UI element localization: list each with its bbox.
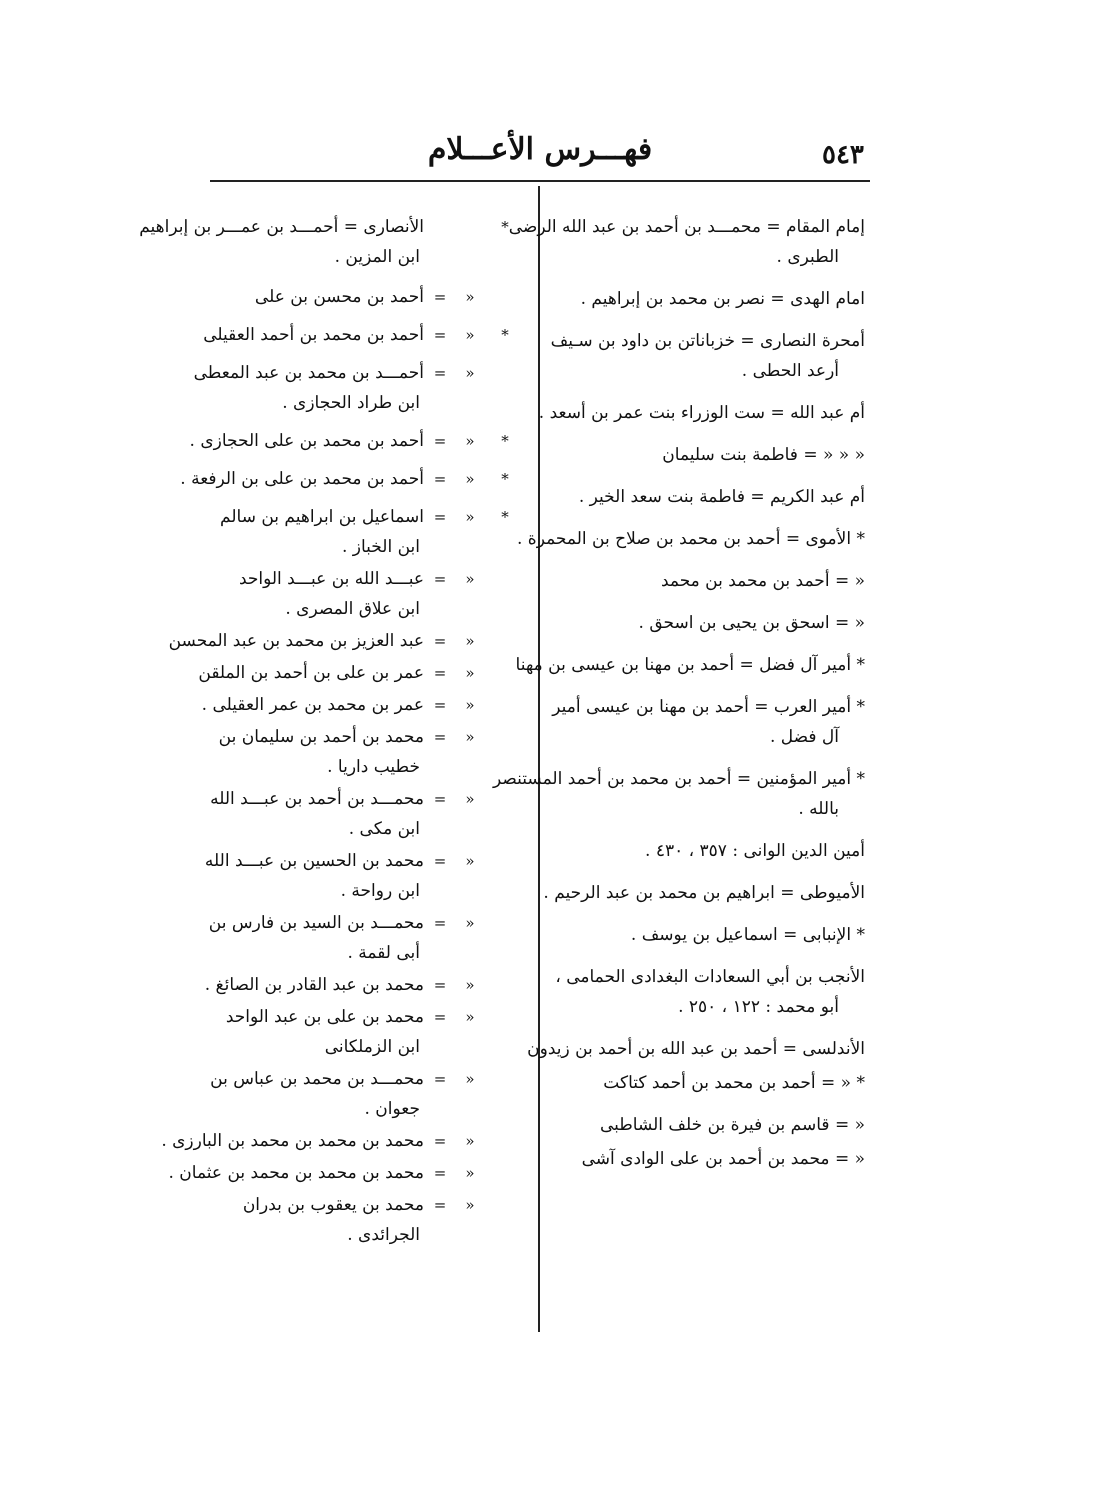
- star-mark: [490, 1190, 520, 1220]
- star-mark: *: [501, 218, 509, 236]
- entry-marks: [430, 784, 520, 814]
- entry-marks: [430, 464, 520, 494]
- ditto-mark: «: [465, 790, 475, 808]
- star-mark: [490, 1002, 520, 1032]
- ditto-mark: «: [465, 326, 475, 344]
- ditto-mark: «: [465, 914, 475, 932]
- entry-continuation: بالله .: [798, 799, 839, 819]
- index-entry: [210, 502, 520, 562]
- entry-marks: [430, 846, 520, 876]
- index-entry: [210, 784, 520, 844]
- left-column: [139, 212, 520, 1250]
- equals-mark: =: [433, 432, 447, 450]
- entry-line: الأنجب بن أبي السعادات البغدادى الحمامى ،: [555, 967, 865, 987]
- index-entry: [515, 650, 865, 680]
- entry-marks: [430, 1190, 520, 1220]
- entry-marks: [430, 908, 520, 938]
- ditto-mark: «: [465, 288, 475, 306]
- ditto-mark: «: [465, 508, 475, 526]
- entry-line: * الإنبابى = اسماعيل بن يوسف .: [630, 925, 865, 945]
- entry-line: محمـــد بن أحمد بن عبـــد الله: [210, 789, 424, 809]
- entry-line: « « « = فاطمة بنت سليمان: [662, 445, 865, 465]
- entry-marks: [430, 722, 520, 752]
- ditto-mark: «: [465, 696, 475, 714]
- column-divider: [538, 186, 540, 1332]
- entry-line: أحمد بن محمد بن أحمد العقيلى: [203, 325, 424, 345]
- entry-line: محمد بن الحسين بن عبـــد الله: [204, 851, 424, 871]
- index-entry: [555, 440, 865, 470]
- entry-line: محمد بن على بن عبد الواحد: [225, 1007, 424, 1027]
- equals-mark: =: [433, 570, 447, 588]
- index-entry: [516, 524, 865, 554]
- index-entry: [508, 212, 865, 272]
- entry-continuation: ابن المزين .: [334, 247, 420, 267]
- star-mark: [490, 282, 520, 312]
- equals-mark: =: [433, 470, 447, 488]
- star-mark: [490, 784, 520, 814]
- index-entry: [193, 358, 520, 418]
- entry-line: أمين الدين الوانى : ٣٥٧ ، ٤٣٠ .: [645, 841, 865, 861]
- ditto-mark: «: [465, 852, 475, 870]
- entry-line: محمد بن يعقوب بن بدران: [242, 1195, 424, 1215]
- index-entry: [210, 282, 520, 312]
- star-mark: [490, 846, 520, 876]
- index-entry: [555, 566, 865, 596]
- index-entry: [550, 326, 865, 386]
- index-entry: [168, 1158, 520, 1188]
- index-entry: [204, 970, 520, 1000]
- right-column: [493, 212, 865, 1174]
- entry-line: * الأموى = أحمد بن محمد بن صلاح بن المحمرة .: [516, 529, 865, 549]
- star-mark: [490, 908, 520, 938]
- star-mark: [490, 564, 520, 594]
- equals-mark: =: [433, 728, 447, 746]
- index-entry: [552, 692, 865, 752]
- entry-line: امام الهدى = نصر بن محمد بن إبراهيم .: [580, 289, 865, 309]
- index-entry: [555, 836, 865, 866]
- entry-marks: [430, 320, 520, 350]
- index-entry: [210, 1064, 520, 1124]
- index-entry: [139, 212, 520, 272]
- entry-line: أحمـــد بن محمد بن عبد المعطى: [193, 363, 424, 383]
- entry-line: أم عبد الله = ست الوزراء بنت عمر بن أسعد .: [538, 403, 865, 423]
- ditto-mark: «: [465, 1070, 475, 1088]
- entry-marks: [430, 358, 520, 388]
- index-entry: [168, 626, 520, 656]
- entry-line: * أمير آل فضل = أحمد بن مهنا بن عيسى بن مهنا: [515, 655, 865, 675]
- entry-marks: [430, 658, 520, 688]
- entry-line: الأندلسى = أحمد بن عبد الله بن أحمد بن زيدون: [527, 1039, 865, 1059]
- entry-marks: [430, 282, 520, 312]
- entry-continuation: الطبرى .: [776, 247, 839, 267]
- star-mark: *: [501, 508, 509, 526]
- index-entry: [555, 1144, 865, 1174]
- star-mark: *: [501, 470, 509, 488]
- ditto-mark: «: [465, 432, 475, 450]
- entry-line: * أمير العرب = أحمد بن مهنا بن عيسى أمير: [552, 697, 865, 717]
- entry-line: اسماعيل بن ابراهيم بن سالم: [220, 507, 424, 527]
- ditto-mark: «: [465, 976, 475, 994]
- index-entry: [198, 658, 520, 688]
- entry-continuation: ابن الخباز .: [341, 537, 420, 557]
- entry-marks: [430, 564, 520, 594]
- entry-continuation: الجرائدى .: [347, 1225, 420, 1245]
- entry-marks: [430, 626, 520, 656]
- index-entry: [204, 846, 520, 906]
- index-entry: [210, 908, 520, 968]
- equals-mark: =: [433, 288, 447, 306]
- ditto-mark: «: [465, 664, 475, 682]
- index-entry: [555, 962, 865, 1022]
- index-entry: [555, 1110, 865, 1140]
- star-mark: [490, 1064, 520, 1094]
- ditto-mark: «: [465, 570, 475, 588]
- entry-continuation: جعوان .: [364, 1099, 420, 1119]
- ditto-mark: «: [465, 728, 475, 746]
- entry-line: « = محمد بن أحمد بن على الوادى آشى: [581, 1149, 865, 1169]
- star-mark: [490, 626, 520, 656]
- page-title: فهـــرس الأعـــلام: [427, 132, 653, 167]
- entry-line: أم عبد الكريم = فاطمة بنت سعد الخير .: [578, 487, 865, 507]
- index-entry: [210, 722, 520, 782]
- index-entry: [555, 920, 865, 950]
- equals-mark: =: [433, 1196, 447, 1214]
- equals-mark: =: [433, 326, 447, 344]
- entry-line: محمد بن أحمد بن سليمان بن: [218, 727, 424, 747]
- equals-mark: =: [433, 1164, 447, 1182]
- entry-line: الأنصارى = أحمـــد بن عمـــر بن إبراهيم: [139, 217, 424, 237]
- equals-mark: =: [433, 976, 447, 994]
- star-mark: [490, 722, 520, 752]
- index-entry: [210, 564, 520, 624]
- star-mark: *: [501, 432, 509, 450]
- index-entry: [493, 764, 865, 824]
- ditto-mark: «: [465, 1008, 475, 1026]
- index-entry: [161, 1126, 520, 1156]
- entry-marks: [430, 1002, 520, 1032]
- entry-line: عبـــد الله بن عبـــد الواحد: [238, 569, 424, 589]
- index-entry: [555, 608, 865, 638]
- entry-line: عمر بن محمد بن عمر العقيلى .: [201, 695, 424, 715]
- entry-continuation: ابن رواحة .: [340, 881, 420, 901]
- index-entry: [180, 464, 520, 494]
- ditto-mark: «: [465, 364, 475, 382]
- entry-continuation: ابن مكى .: [348, 819, 420, 839]
- equals-mark: =: [433, 1070, 447, 1088]
- equals-mark: =: [433, 508, 447, 526]
- star-mark: [490, 658, 520, 688]
- equals-mark: =: [433, 790, 447, 808]
- entry-line: * « = أحمد بن محمد بن أحمد كتاكت: [603, 1073, 865, 1093]
- index-entry: [210, 1190, 520, 1250]
- ditto-mark: «: [465, 1132, 475, 1150]
- entry-marks: [430, 426, 520, 456]
- index-entry: [189, 426, 520, 456]
- entry-line: * أمير المؤمنين = أحمد بن محمد بن أحمد المستنصر: [493, 769, 865, 789]
- ditto-mark: «: [465, 1164, 475, 1182]
- index-entry: [543, 878, 865, 908]
- entry-line: أحمد بن محسن بن على: [254, 287, 424, 307]
- equals-mark: =: [433, 696, 447, 714]
- ditto-mark: «: [465, 632, 475, 650]
- entry-line: محمد بن عبد القادر بن الصائغ .: [204, 975, 424, 995]
- equals-mark: =: [433, 852, 447, 870]
- entry-line: محمـــد بن محمد بن عباس بن: [210, 1069, 424, 1089]
- equals-mark: =: [433, 1008, 447, 1026]
- star-mark: [490, 690, 520, 720]
- ditto-mark: «: [465, 470, 475, 488]
- star-mark: [490, 358, 520, 388]
- entry-line: محمـــد بن السيد بن فارس بن: [208, 913, 424, 933]
- entry-marks: [430, 1126, 520, 1156]
- entry-line: محمد بن محمد بن محمد بن عثمان .: [168, 1163, 424, 1183]
- star-mark: [490, 1126, 520, 1156]
- entry-line: إمام المقام = محمـــد بن أحمد بن عبد الله الرضى: [508, 217, 865, 237]
- equals-mark: [430, 212, 450, 242]
- page-number: ٥٤٣: [822, 140, 864, 170]
- entry-marks: [430, 1158, 520, 1188]
- entry-continuation: آل فضل .: [769, 727, 839, 747]
- entry-line: الأميوطى = ابراهيم بن محمد بن عبد الرحيم .: [543, 883, 865, 903]
- entry-marks: [430, 502, 520, 532]
- index-entry: [210, 1002, 520, 1062]
- entry-line: « = أحمد بن محمد بن محمد: [660, 571, 865, 591]
- equals-mark: =: [433, 632, 447, 650]
- star-mark: [490, 1158, 520, 1188]
- entry-continuation: ابن الزملكانى: [324, 1037, 420, 1057]
- entry-line: أمحرة النصارى = خزباناتن بن داود بن سـيف: [550, 331, 865, 351]
- entry-continuation: أرعد الحطى .: [741, 361, 839, 381]
- header-rule: [210, 180, 870, 182]
- entry-marks: [430, 1064, 520, 1094]
- entry-continuation: خطيب داريا .: [327, 757, 420, 777]
- entry-marks: [430, 212, 520, 242]
- index-entry: [538, 398, 865, 428]
- index-entry: [201, 690, 520, 720]
- equals-mark: =: [433, 1132, 447, 1150]
- equals-mark: =: [433, 664, 447, 682]
- entry-line: عبد العزيز بن محمد بن عبد المحسن: [168, 631, 424, 651]
- entry-continuation: ابن طراد الحجازى .: [282, 393, 420, 413]
- equals-mark: =: [433, 364, 447, 382]
- star-mark: [490, 970, 520, 1000]
- index-entry: [555, 284, 865, 314]
- entry-continuation: ابن علاق المصرى .: [285, 599, 420, 619]
- index-entry: [203, 320, 520, 350]
- ditto-mark: [450, 212, 490, 242]
- entry-line: « = قاسم بن فيرة بن خلف الشاطبى: [599, 1115, 865, 1135]
- entry-line: أحمد بن محمد بن على بن الرفعة .: [180, 469, 424, 489]
- entry-line: أحمد بن محمد بن على الحجازى .: [189, 431, 424, 451]
- star-mark: *: [501, 326, 509, 344]
- entry-continuation: أبى لقمة .: [347, 943, 420, 963]
- index-entry: [555, 1068, 865, 1098]
- entry-line: عمر بن على بن أحمد بن الملقن: [198, 663, 424, 683]
- index-entry: [555, 482, 865, 512]
- ditto-mark: «: [465, 1196, 475, 1214]
- index-entry: [527, 1034, 865, 1064]
- entry-line: « = اسحق بن يحيى بن اسحق .: [638, 613, 865, 633]
- entry-marks: [430, 690, 520, 720]
- equals-mark: =: [433, 914, 447, 932]
- entry-marks: [430, 970, 520, 1000]
- entry-line: محمد بن محمد بن محمد بن البارزى .: [161, 1131, 424, 1151]
- entry-continuation: أبو محمد : ١٢٢ ، ٢٥٠ .: [678, 997, 839, 1017]
